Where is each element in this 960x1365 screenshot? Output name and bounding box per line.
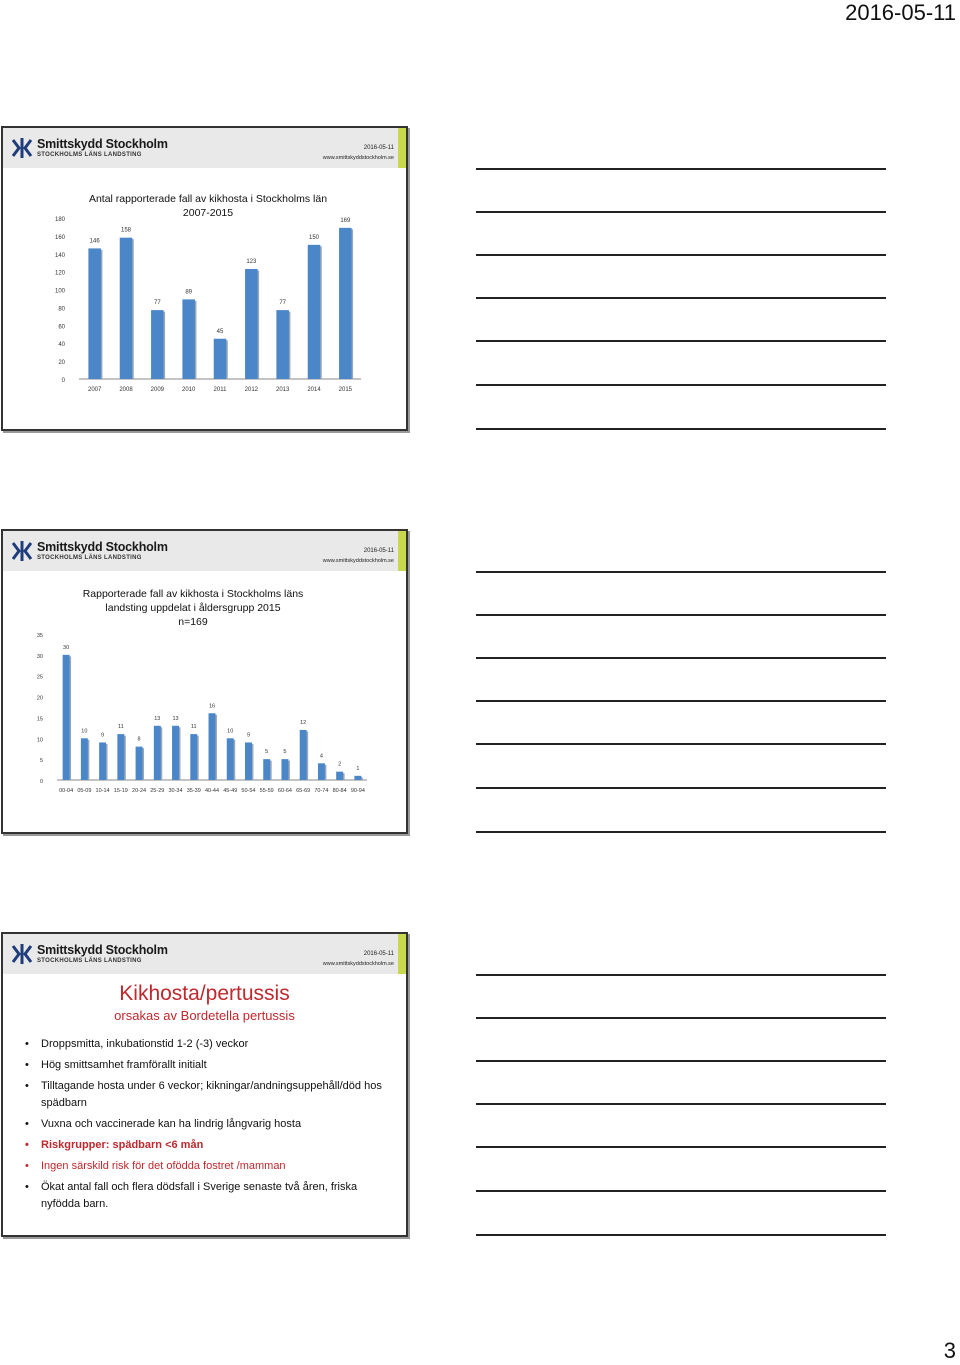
bar: [99, 742, 106, 780]
data-label: 8: [137, 736, 141, 743]
x-tick-label: 2014: [307, 387, 321, 393]
note-line: [476, 571, 886, 573]
note-line: [476, 1190, 886, 1192]
page-number: 3: [943, 1338, 956, 1363]
chart-title-line1: Rapporterade fall av kikhosta i Stockholms läns: [82, 588, 304, 600]
data-label: 16: [208, 703, 216, 710]
note-line: [476, 831, 886, 833]
x-tick-label: 80-84: [332, 788, 347, 794]
bar: [154, 726, 161, 780]
x-tick-label: 60-64: [277, 788, 292, 794]
note-line: [476, 1234, 886, 1236]
data-label: 11: [117, 724, 124, 731]
bullet-icon: •: [25, 1160, 29, 1172]
bullet-text: Hög smittsamhet framförallt initialt: [41, 1059, 207, 1071]
y-tick-label: 0: [61, 378, 65, 384]
slide-url: www.smittskyddstockholm.se: [322, 155, 394, 161]
y-tick-label: 120: [54, 270, 65, 277]
header-accent: [398, 934, 406, 974]
y-tick-label: 30: [36, 653, 43, 660]
y-tick-label: 25: [36, 674, 43, 681]
x-tick-label: 2011: [213, 387, 227, 393]
bar-chart-yearly: [3, 128, 406, 429]
y-tick-label: 35: [36, 633, 43, 639]
note-line: [476, 168, 886, 170]
chart-title-line1: Antal rapporterade fall av kikhosta i Stockholms län: [88, 193, 328, 205]
slide-2: [1, 529, 408, 834]
bar: [214, 339, 227, 379]
y-tick-label: 100: [54, 288, 65, 295]
x-tick-label: 20-24: [132, 788, 147, 794]
data-label: 123: [246, 258, 257, 265]
chart-title-line2: 2007-2015: [182, 207, 234, 219]
data-label: 77: [153, 300, 161, 307]
data-label: 2: [338, 761, 342, 768]
bullet-icon: •: [25, 1038, 29, 1050]
x-tick-label: 2008: [119, 387, 133, 393]
y-tick-label: 20: [58, 360, 65, 367]
y-tick-label: 5: [39, 758, 43, 765]
bullet-icon: •: [25, 1118, 29, 1130]
y-tick-label: 20: [36, 695, 43, 702]
data-label: 10: [81, 728, 88, 735]
bar: [227, 738, 234, 780]
bar: [63, 655, 70, 780]
bullet-item: [23, 1137, 393, 1154]
x-tick-label: 2012: [244, 387, 259, 393]
data-label: 13: [154, 715, 161, 722]
bullet-item: [23, 1116, 393, 1133]
bullet-text: Tilltagande hosta under 6 veckor; kikningar/andningsuppehåll/död hos spädbarn: [41, 1080, 382, 1109]
bar: [300, 730, 307, 780]
x-tick-label: 40-44: [204, 788, 220, 794]
bar: [245, 742, 252, 780]
bar: [308, 245, 321, 379]
data-label: 150: [308, 234, 320, 241]
note-line: [476, 384, 886, 386]
bar: [354, 776, 361, 780]
bar: [81, 738, 88, 780]
bar: [190, 734, 197, 780]
y-tick-label: 0: [39, 779, 43, 785]
bullet-item: [23, 1158, 393, 1175]
x-tick-label: 90-94: [350, 788, 365, 794]
slide-1: [1, 126, 408, 431]
y-tick-label: 60: [58, 324, 65, 331]
note-line: [476, 428, 886, 430]
x-tick-label: 2015: [338, 387, 353, 393]
data-label: 89: [185, 289, 193, 296]
slide-subtitle: orsakas av Bordetella pertussis: [114, 1008, 295, 1023]
bar: [276, 310, 289, 379]
note-line: [476, 1060, 886, 1062]
note-line: [476, 211, 886, 213]
bullet-icon: •: [25, 1080, 29, 1092]
brand-subtitle: STOCKHOLMS LÄNS LANDSTING: [37, 555, 142, 561]
bullet-text: Ökat antal fall och flera dödsfall i Sverige senaste två åren, friska nyfödda barn.: [41, 1181, 358, 1210]
x-tick-label: 00-04: [59, 788, 74, 794]
bullet-icon: •: [25, 1181, 29, 1193]
x-tick-label: 15-19: [113, 788, 128, 794]
bullet-text: Vuxna och vaccinerade kan ha lindrig långvarig hosta: [41, 1118, 302, 1130]
bullet-item: [23, 1036, 393, 1053]
note-line: [476, 787, 886, 789]
note-line: [476, 1103, 886, 1105]
data-label: 5: [283, 749, 287, 756]
note-line: [476, 700, 886, 702]
bullet-item: [23, 1078, 393, 1112]
y-tick-label: 80: [58, 306, 65, 313]
x-tick-label: 10-14: [95, 788, 110, 794]
note-line: [476, 743, 886, 745]
slide-date: 2016-05-11: [363, 951, 394, 957]
data-label: 30: [63, 644, 70, 651]
bullet-list: [23, 1036, 393, 1217]
brand-title: Smittskydd Stockholm: [37, 137, 168, 151]
bar: [117, 734, 124, 780]
x-tick-label: 45-49: [223, 788, 238, 794]
note-line: [476, 614, 886, 616]
data-label: 4: [319, 753, 323, 760]
bar: [136, 747, 143, 780]
brand-subtitle: STOCKHOLMS LÄNS LANDSTING: [37, 152, 142, 158]
slide-header: [3, 934, 406, 974]
y-tick-label: 160: [54, 234, 65, 241]
data-label: 77: [279, 300, 287, 307]
x-tick-label: 55-59: [259, 788, 274, 794]
data-label: 45: [216, 328, 224, 335]
bar: [182, 299, 195, 379]
chart-title-line2: landsting uppdelat i åldersgrupp 2015: [105, 602, 281, 614]
data-label: 13: [172, 715, 179, 722]
x-tick-label: 2007: [87, 387, 102, 393]
data-label: 9: [101, 732, 105, 739]
page-date: 2016-05-11: [845, 0, 956, 25]
y-tick-label: 10: [36, 737, 43, 744]
bar: [281, 759, 288, 780]
data-label: 12: [300, 719, 307, 726]
logo-icon: [11, 942, 33, 966]
bar-chart-age-groups: [3, 531, 406, 832]
x-tick-label: 30-34: [168, 788, 183, 794]
data-label: 5: [265, 749, 269, 756]
data-label: 146: [89, 238, 100, 245]
x-tick-label: 35-39: [186, 788, 201, 794]
slide-3: [1, 932, 408, 1237]
brand-title: Smittskydd Stockholm: [37, 540, 168, 554]
bullet-item: [23, 1057, 393, 1074]
bar: [172, 726, 179, 780]
brand-subtitle: STOCKHOLMS LÄNS LANDSTING: [37, 958, 142, 964]
bar: [209, 713, 216, 780]
slide-url: www.smittskyddstockholm.se: [322, 961, 394, 967]
bar: [245, 269, 258, 379]
bullet-text: Riskgrupper: spädbarn <6 mån: [41, 1139, 204, 1151]
bar: [339, 228, 352, 379]
bullet-item: [23, 1179, 393, 1213]
x-tick-label: 2009: [150, 387, 165, 393]
note-line: [476, 657, 886, 659]
y-tick-label: 140: [54, 252, 65, 259]
slide-title: Kikhosta/pertussis: [119, 982, 290, 1005]
note-line: [476, 1146, 886, 1148]
x-tick-label: 2010: [181, 387, 196, 393]
bullet-icon: •: [25, 1139, 29, 1151]
y-tick-label: 40: [58, 342, 65, 349]
y-tick-label: 180: [54, 217, 65, 223]
brand-title: Smittskydd Stockholm: [37, 943, 168, 957]
slide-date: 2016-05-11: [363, 145, 394, 151]
y-tick-label: 15: [36, 716, 43, 723]
bar: [318, 763, 325, 780]
chart-title-line3: n=169: [178, 616, 208, 628]
note-line: [476, 254, 886, 256]
x-tick-label: 50-54: [241, 788, 256, 794]
data-label: 158: [120, 227, 132, 234]
data-label: 169: [340, 217, 351, 224]
x-tick-label: 70-74: [314, 788, 329, 794]
note-line: [476, 974, 886, 976]
x-tick-label: 25-29: [150, 788, 165, 794]
x-tick-label: 2013: [275, 387, 290, 393]
note-line: [476, 340, 886, 342]
bar: [263, 759, 270, 780]
bullet-text: Droppsmitta, inkubationstid 1-2 (-3) veckor: [41, 1038, 249, 1050]
data-label: 10: [227, 728, 234, 735]
bullet-icon: •: [25, 1059, 29, 1071]
bar: [151, 310, 164, 379]
note-line: [476, 1017, 886, 1019]
data-label: 9: [246, 732, 251, 739]
note-line: [476, 297, 886, 299]
bar: [120, 238, 133, 379]
data-label: 1: [356, 765, 360, 772]
x-tick-label: 65-69: [296, 788, 311, 794]
bar: [336, 772, 343, 780]
bar: [88, 248, 101, 379]
bullet-text: Ingen särskild risk för det ofödda fostret /mamman: [41, 1160, 286, 1172]
x-tick-label: 05-09: [77, 788, 92, 794]
slide-date: 2016-05-11: [363, 548, 394, 554]
slide-url: www.smittskyddstockholm.se: [322, 558, 394, 564]
data-label: 11: [190, 724, 197, 731]
